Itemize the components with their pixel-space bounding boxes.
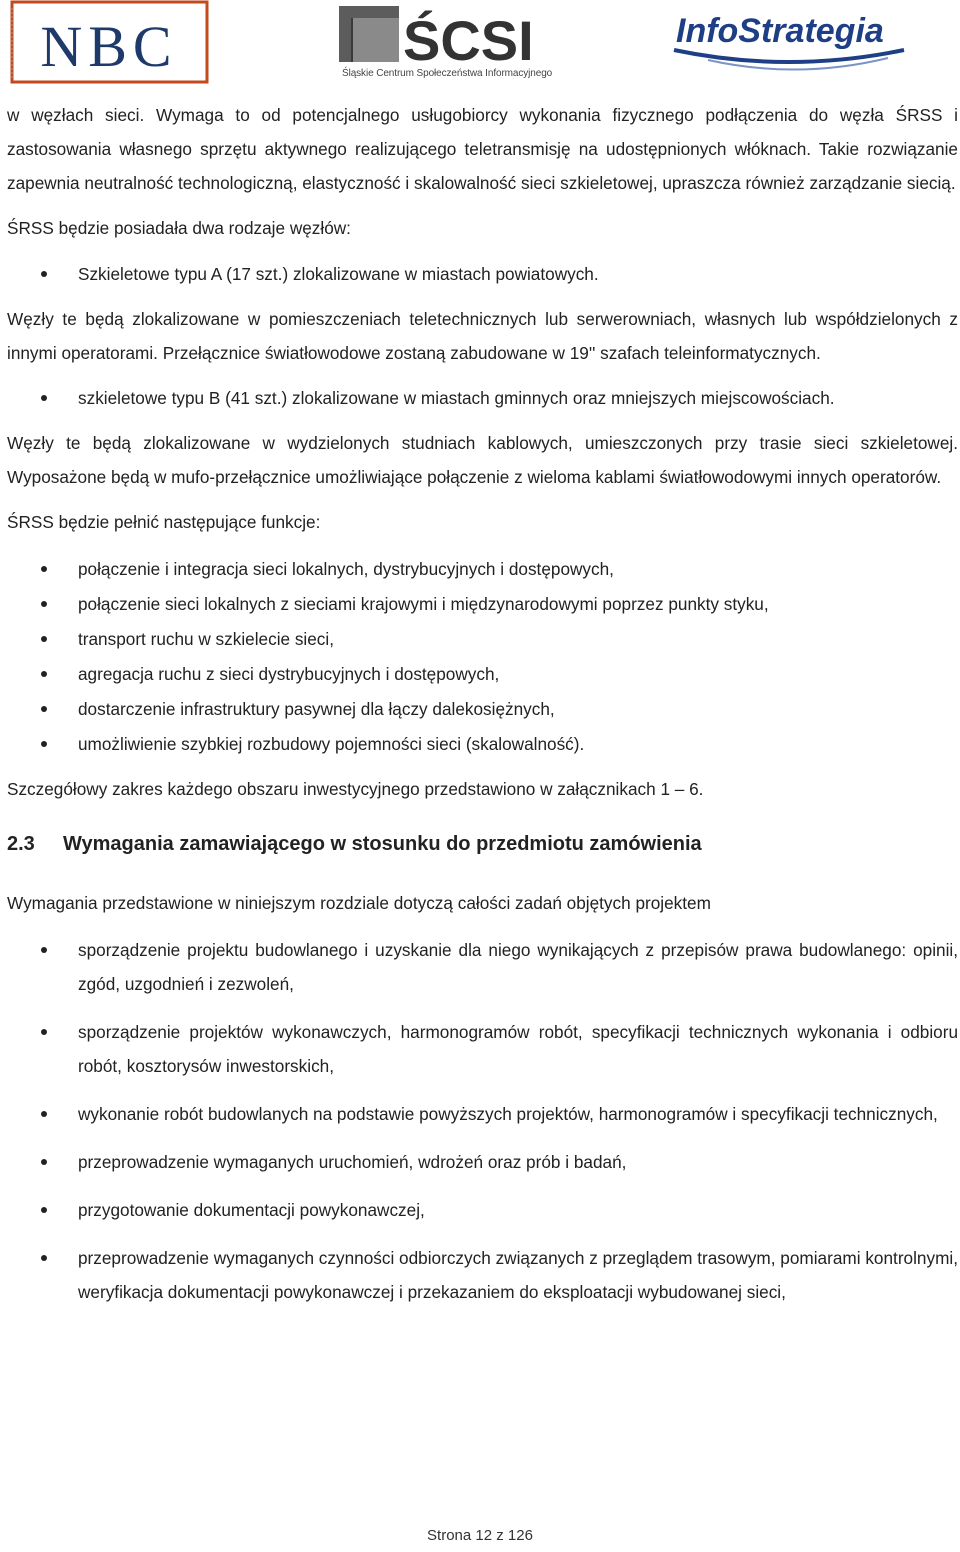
bullet-text: przygotowanie dokumentacji powykonawczej, [78, 1200, 425, 1220]
list-item-requirement [7, 1241, 958, 1309]
list-item-function [7, 552, 958, 586]
bullet-text: przeprowadzenie wymaganych czynności odbiorczych związanych z przeglądem trasowym, pomiarami kontrolnymi, weryfikacja dokumentacji powykonawczej i przekazaniem do eksploatacji wybudowanej sieci, [78, 1248, 958, 1302]
paragraph-requirements-intro: Wymagania przedstawione w niniejszym rozdziale dotyczą całości zadań objętych projektem [7, 893, 711, 913]
bullet-text: sporządzenie projektów wykonawczych, harmonogramów robót, specyfikacji technicznych wykonania i odbioru robót, kosztorysów inwestorskich, [78, 1022, 958, 1076]
bullet-text: przeprowadzenie wymaganych uruchomień, wdrożeń oraz prób i badań, [78, 1152, 627, 1172]
document-body [7, 98, 958, 1309]
list-item-requirement [7, 1015, 958, 1083]
list-item-function [7, 622, 958, 656]
nbc-logo [9, 0, 209, 84]
list-item-requirement [7, 1193, 958, 1227]
svg-text:ŚCSI: ŚCSI [403, 9, 534, 72]
scsi-logo-caption: Śląskie Centrum Społeczeństwa Informacyjnego [342, 68, 553, 79]
section-title: Wymagania zamawiającego w stosunku do przedmiotu zamówienia [63, 833, 702, 855]
svg-text:InfoStrategia: InfoStrategia [676, 12, 884, 50]
page-header [0, 0, 960, 90]
svg-text:NBC: NBC [40, 14, 178, 79]
bullet-node-type-b [7, 381, 958, 415]
list-item-requirement [7, 1097, 958, 1131]
bullet-text: dostarczenie infrastruktury pasywnej dla łączy dalekosiężnych, [78, 699, 555, 719]
bullet-text: wykonanie robót budowlanych na podstawie powyższych projektów, harmonogramów i specyfikacji technicznych, [78, 1104, 938, 1124]
page-number: Strona 12 z 126 [427, 1527, 533, 1544]
paragraph-node-types: ŚRSS będzie posiadała dwa rodzaje węzłów: [7, 218, 351, 238]
bullet-text: agregacja ruchu z sieci dystrybucyjnych i dostępowych, [78, 664, 500, 684]
paragraph-node-type-b-details: Węzły te będą zlokalizowane w wydzielonych studniach kablowych, umieszczonych przy trasie sieci szkieletowej. Wyposażone będą w mufo-przełącznice umożliwiające połączenie z wieloma kablami światłowodowymi innych operatorów. [7, 433, 958, 487]
list-item-requirement [7, 1145, 958, 1179]
bullet-text: połączenie sieci lokalnych z sieciami krajowymi i międzynarodowymi poprzez punkty styku, [78, 594, 769, 614]
bullet-text: transport ruchu w szkielecie sieci, [78, 629, 334, 649]
section-number: 2.3 [7, 833, 35, 855]
bullet-text: szkieletowe typu B (41 szt.) zlokalizowane w miastach gminnych oraz mniejszych miejscowościach. [78, 388, 835, 408]
bullet-text: sporządzenie projektu budowlanego i uzyskanie dla niego wynikających z przepisów prawa budowlanego: opinii, zgód, uzgodnień i zezwoleń, [78, 940, 958, 994]
list-item-function [7, 692, 958, 726]
bullet-node-type-a [7, 257, 958, 291]
bullet-text: umożliwienie szybkiej rozbudowy pojemności sieci (skalowalność). [78, 734, 585, 754]
section-heading [7, 827, 958, 861]
paragraph-node-type-a-details: Węzły te będą zlokalizowane w pomieszczeniach teletechnicznych lub serwerowniach, własnych lub współdzielonych z innymi operatorami. Przełącznice światłowodowe zostaną zabudowane w 19'' szafach teleinformatycznych. [7, 309, 958, 363]
list-item-function [7, 587, 958, 621]
list-item-function [7, 727, 958, 761]
list-item-requirement [7, 933, 958, 1001]
infostrategia-logo [668, 4, 908, 82]
bullet-text: połączenie i integracja sieci lokalnych, dystrybucyjnych i dostępowych, [78, 559, 614, 579]
paragraph-investment-areas: Szczegółowy zakres każdego obszaru inwestycyjnego przedstawiono w załącznikach 1 – 6. [7, 779, 704, 799]
paragraph-intro: w węzłach sieci. Wymaga to od potencjalnego usługobiorcy wykonania fizycznego podłączenia do węzła ŚRSS i zastosowania własnego sprzętu aktywnego realizującego teletransmisję na udostępnionych włóknach. Takie rozwiązanie zapewnia neutralność technologiczną, elastyczność i skalowalność sieci szkieletowej, upraszcza również zarządzanie siecią. [7, 105, 958, 193]
list-item-function [7, 657, 958, 691]
bullet-text: Szkieletowe typu A (17 szt.) zlokalizowane w miastach powiatowych. [78, 264, 599, 284]
paragraph-functions-intro: ŚRSS będzie pełnić następujące funkcje: [7, 512, 321, 532]
